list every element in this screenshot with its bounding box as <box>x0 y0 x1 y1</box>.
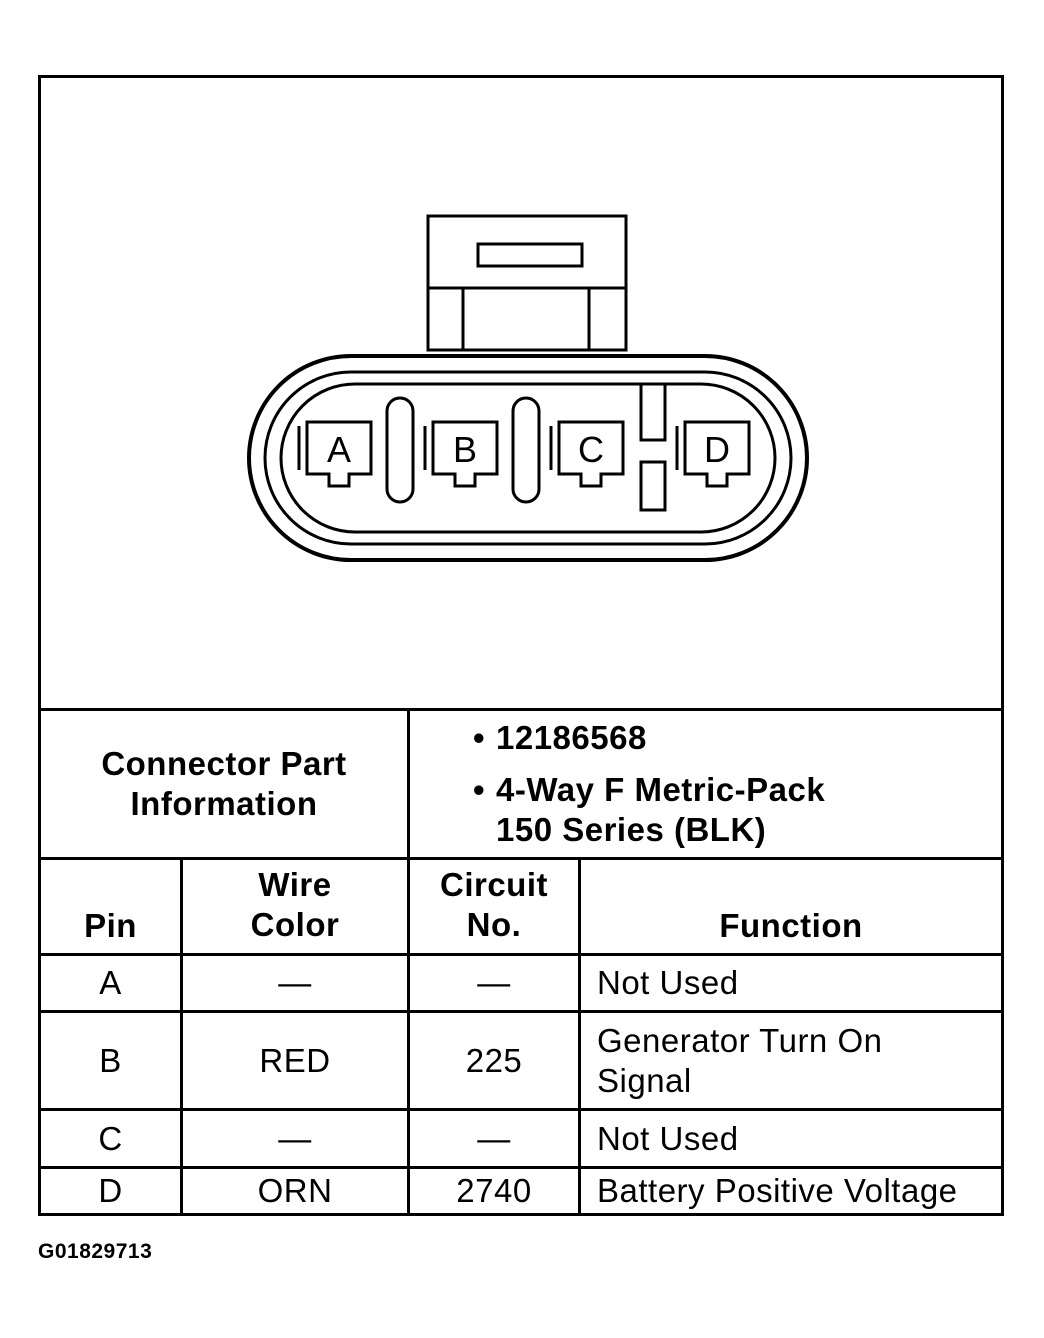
function-line1: Battery Positive Voltage <box>597 1172 958 1209</box>
figure-code: G01829713 <box>38 1240 153 1263</box>
table-row-circuit <box>410 1111 578 1166</box>
header-circuit-line2: No. <box>466 906 522 943</box>
circuit-value: — <box>477 964 511 1001</box>
function-line1: Not Used <box>597 964 739 1001</box>
table-row-pin <box>41 956 180 1010</box>
circuit-value: — <box>477 1119 511 1157</box>
wire-color-value: — <box>278 964 312 1001</box>
header-function <box>581 860 1001 953</box>
table-row-circuit <box>410 956 578 1010</box>
description-line1: 4-Way F Metric-Pack <box>496 771 826 808</box>
diagram-frame <box>38 75 1004 1216</box>
locking-tab <box>428 216 626 350</box>
pin-value: B <box>99 1041 122 1079</box>
header-function-label: Function <box>719 907 863 944</box>
header-pin <box>41 860 180 953</box>
table-row-function <box>581 1013 1001 1108</box>
table-row-wire-color <box>183 1013 407 1108</box>
function-line1: Generator Turn On <box>597 1021 883 1059</box>
table-row-function <box>581 1111 1001 1166</box>
header-wire-color <box>183 860 407 953</box>
table-row-wire-color <box>183 1111 407 1166</box>
connector-face-view <box>41 78 1001 708</box>
description-item <box>462 770 825 850</box>
part-info-label-line1: Connector Part <box>101 745 347 782</box>
circuit-value: 225 <box>465 1041 523 1079</box>
function-line1: Not Used <box>597 1119 739 1157</box>
header-wire-color-line2: Color <box>250 906 340 943</box>
pin-letter-c: C <box>578 429 604 470</box>
part-info-values <box>410 711 1001 857</box>
circuit-value: 2740 <box>456 1172 532 1209</box>
part-number-item <box>462 718 647 758</box>
table-row-function <box>581 956 1001 1010</box>
pin-letter-d: D <box>704 429 730 470</box>
table-row-wire-color <box>183 956 407 1010</box>
bullet-icon: • <box>472 771 486 808</box>
pin-value: C <box>98 1119 123 1157</box>
header-wire-color-line1: Wire <box>258 866 332 903</box>
table-row-circuit <box>410 1169 578 1213</box>
bullet-icon: • <box>472 719 486 756</box>
pin-letter-a: A <box>326 429 352 470</box>
description-line2: 150 Series (BLK) <box>496 811 767 848</box>
description <box>496 770 825 850</box>
table-row-pin <box>41 1169 180 1213</box>
function-line2: Signal <box>597 1061 692 1099</box>
table-row-wire-color <box>183 1169 407 1213</box>
wire-color-value: RED <box>259 1041 331 1079</box>
part-number: 12186568 <box>496 719 647 756</box>
table-row-circuit <box>410 1013 578 1108</box>
pin-letter-b: B <box>452 429 478 470</box>
header-pin-label: Pin <box>84 907 137 944</box>
header-circuit <box>410 860 578 953</box>
connector-drawing <box>41 78 1001 708</box>
wire-color-value: — <box>278 1119 312 1157</box>
part-info-label <box>41 711 407 857</box>
table-row-pin <box>41 1013 180 1108</box>
part-info-label-line2: Information <box>130 785 318 822</box>
pin-value: A <box>99 964 122 1001</box>
wire-color-value: ORN <box>257 1172 333 1209</box>
table-row-pin <box>41 1111 180 1166</box>
header-circuit-line1: Circuit <box>439 866 548 903</box>
table-row-function <box>581 1169 1001 1213</box>
pin-value: D <box>98 1172 123 1209</box>
